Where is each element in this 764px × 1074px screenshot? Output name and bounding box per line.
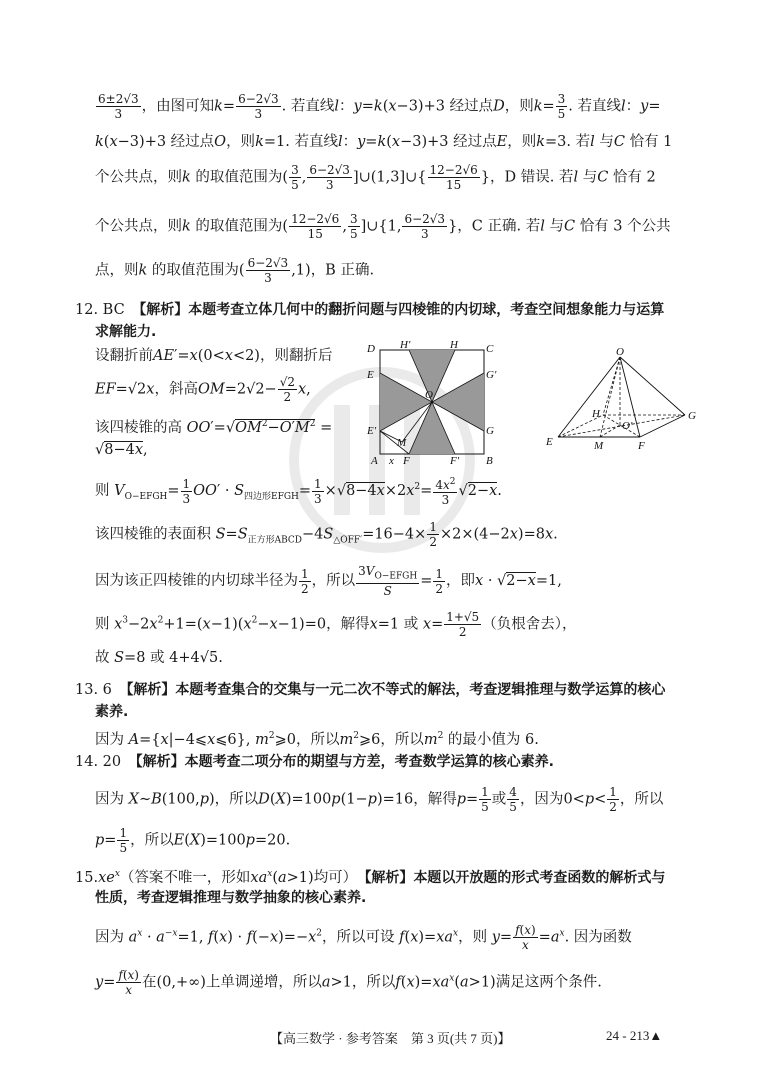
q13-header-cont: 素养. [95, 704, 129, 720]
q12-header-cont: 求解能力. [95, 324, 157, 340]
label-G: G [486, 425, 494, 437]
label-E-prime: E' [367, 425, 377, 437]
label-D: D [367, 343, 375, 355]
label-H-prime: H' [400, 339, 411, 351]
q12-header: 12. BC 【解析】本题考查立体几何中的翻折问题与四棱锥的内切球，考查空间想象能力与运算 [75, 302, 665, 318]
q15-step-2: y= $\frac{f(x)}{x}$ 在(0,+∞)上单调递增，所以a>1，所以$f(x)=xa^x(a>1)$满足这两个条件. [95, 968, 602, 997]
label-M-base: M [594, 440, 604, 452]
label-O-apex: O [616, 346, 624, 358]
q12-step-4: √8−4x, [95, 442, 148, 458]
solution-line-2: k(x−3)+3 经过点O，则k=1. 若直线l：y=k(x−3)+3 经过点E，则k=3. 若l 与C 恰有 1 [95, 134, 673, 150]
label-F-prime: F' [450, 455, 460, 467]
solution-line-4: 个公共点，则k 的取值范围为( $\frac{12-2√6}{15}$ , $\frac{3}{5}$ ]∪{1, $\frac{6-2√3}{3}$ }，C 正确. 若l 与C 恰有 3 个公共 [95, 212, 671, 241]
q12-step-1: 设翻折前AE′=x(0<x<2)，则翻折后 [95, 348, 333, 364]
q14-header: 14. 20 【解析】本题考查二项分布的期望与方差，考查数学运算的核心素养. [75, 754, 554, 770]
doc-code: 24 - 213▲ [606, 1028, 663, 1043]
solution-line-3: 个公共点，则k 的取值范围为( $\frac{3}{5}$ , $\frac{6-2√3}{3}$ ]∪(1,3]∪{ $\frac{12-2√6}{15}$ }，D 错误. 若l 与C 恰有 2 [95, 163, 656, 192]
folding-square-figure [362, 338, 502, 468]
q14-step-2: p= $\frac{1}{5}$ ，所以E(X)=100p=20. [95, 826, 291, 855]
label-F: F [403, 455, 410, 467]
q12-step-6: 该四棱锥的表面积 $S=S_{正方形ABCD}-4S_{\triangle OFF'}=16-4\times$ $\frac{1}{2}$ ×2×(4−2x)=8x. [95, 520, 558, 549]
q15-header: $15.xe^x$（答案不唯一，形如$xa^x(a>1)$均可） 【解析】本题以开放题的形式考查函数的解析式与 [75, 869, 666, 886]
q12-step-3: 该四棱锥的高 $OO'=√OM^2-O'M^2$ = [95, 419, 333, 436]
solution-line-1: $\frac{6\pm 2√3}{3}$ ，由图可知k= $\frac{6-2√3}{3}$ . 若直线l：y=k(x−3)+3 经过点D，则k= $\frac{3}{5}$ . 若直线l：y= [98, 92, 661, 121]
label-C: C [486, 343, 494, 355]
label-E-base: E [546, 436, 553, 448]
label-x: x [389, 455, 394, 467]
label-B: B [486, 455, 493, 467]
label-G-prime: G' [486, 369, 497, 381]
label-E: E [367, 369, 374, 381]
q13-step-1: 因为 A={x|−4⩽x⩽6}, $m^2⩾0$，所以$m^2⩾6$，所以$m^2$ 的最小值为 6. [95, 731, 539, 748]
q14-step-1: 因为 X∼B(100,p)，所以D(X)=100p(1−p)=16，解得p= $\frac{1}{5}$ 或 $\frac{4}{5}$ ，因为0<p< $\frac{1}{2}$ ，所以 [95, 785, 664, 814]
label-A: A [371, 455, 378, 467]
page-footer: 【高三数学 · 参考答案 第 3 页(共 7 页)】 [270, 1031, 511, 1046]
q15-step-1: 因为 $a^x \cdot a^{-x}=1$, $f(x) \cdot f(-x)=-x^2$，所以可设 $f(x)=xa^x$，则 y= $\frac{f(x)}{x}$ $=a^x$. 因为函数 [95, 923, 632, 952]
label-O: O [425, 389, 433, 401]
q12-step-5: 则 $V_{O-EFGH}=$ $\frac{1}{3}$ $OO' \cdot S_{四边形EFGH}=$ $\frac{1}{3}$ $\times√8-4x\times 2x^2=$ $\frac{4x^2}{3}$ √2−x. [95, 476, 502, 507]
label-M: M [397, 437, 407, 449]
q13-header: 13. 6 【解析】本题考查集合的交集与一元二次不等式的解法，考查逻辑推理与数学运算的核心 [75, 682, 666, 698]
q12-step-2: EF=√2x，斜高OM=2√2− $\frac{√2}{2}$ x, [95, 375, 311, 404]
label-G-base: G [688, 410, 696, 422]
solution-line-5: 点，则k 的取值范围为( $\frac{6-2√3}{3}$ ,1)，B 正确. [95, 256, 375, 285]
pyramid-figure [540, 345, 700, 455]
q12-step-9: 故 S=8 或 4+4√5. [95, 650, 223, 666]
label-O-prime: O' [622, 420, 633, 432]
label-H: H [450, 339, 458, 351]
label-H-base: H [592, 408, 600, 420]
label-F-base: F [638, 440, 645, 452]
q12-step-8: 则 $x^3-2x^2+1=(x-1)(x^2-x-1)=0$，解得x=1 或 x= $\frac{1+√5}{2}$ （负根舍去）， [95, 610, 577, 639]
q15-header-cont: 性质，考查逻辑推理与数学抽象的核心素养. [95, 890, 367, 906]
q12-step-7: 因为该正四棱锥的内切球半径为 $\frac{1}{2}$ ，所以 $3V_{O-EFGH}$ S = $\frac{1}{2}$ ，即x · √2−x=1, [95, 564, 562, 599]
